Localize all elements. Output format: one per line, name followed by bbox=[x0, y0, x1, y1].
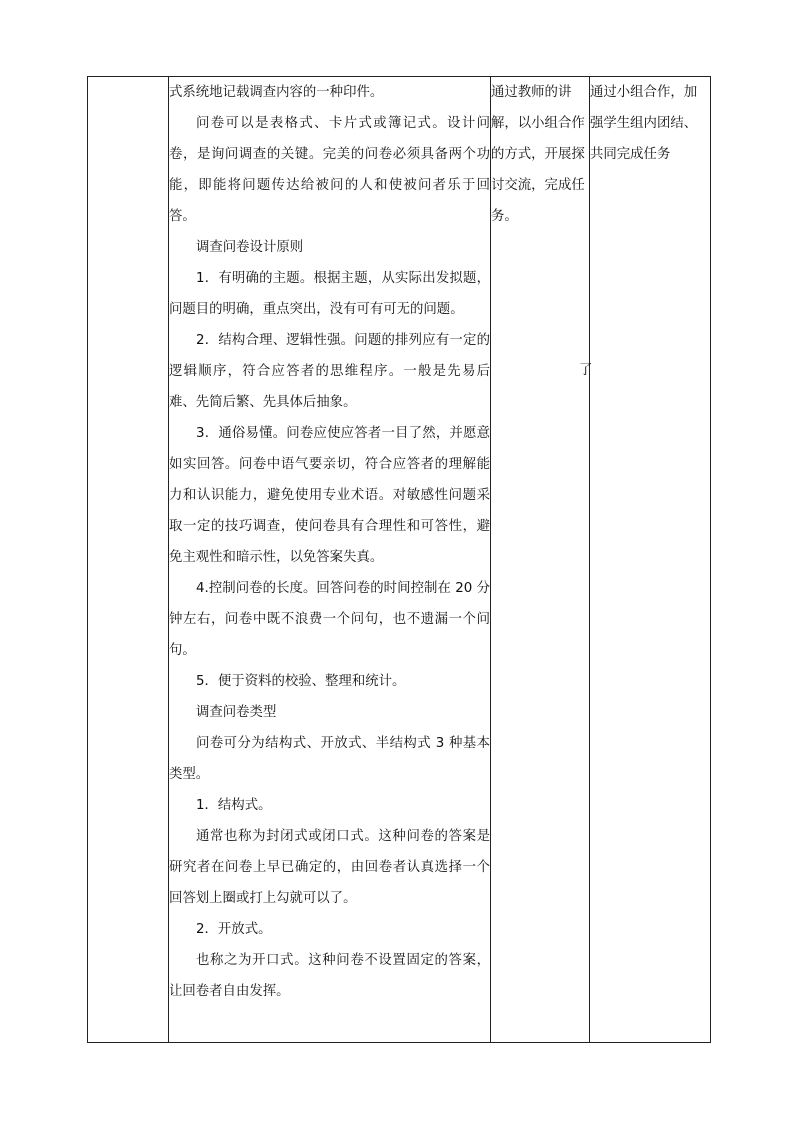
section-heading: 调查问卷设计原则 bbox=[196, 240, 304, 255]
paragraph: 1．有明确的主题。根据主题，从实际出发拟题，问题目的明确，重点突出，没有可有可无的问题。 bbox=[169, 271, 490, 317]
paragraph: 2．开放式。 bbox=[196, 922, 272, 937]
design-intent-text: 通过小组合作，加强学生组内团结、共同完成任务 bbox=[590, 85, 698, 162]
paragraph: 问卷可分为结构式、开放式、半结构式 3 种基本类型。 bbox=[169, 736, 490, 782]
paragraph: 通常也称为封闭式或闭口式。这种问卷的答案是研究者在问卷上早已确定的，由回卷者认真选择一个回答划上圈或打上勾就可以了。 bbox=[169, 829, 490, 906]
section-heading: 调查问卷类型 bbox=[196, 705, 277, 720]
paragraph: 3．通俗易懂。问卷应使应答者一目了然，并愿意如实回答。问卷中语气要亲切，符合应答者的理解能力和认识能力，避免使用专业术语。对敏感性问题采取一定的技巧调查，使问卷具有合理性和可答性，避免主观性和暗示性，以免答案失真。 bbox=[169, 426, 490, 565]
paragraph: 式系统地记载调查内容的一种印件。 bbox=[169, 85, 384, 100]
table-row bbox=[88, 77, 711, 1043]
student-activity-text: 通过教师的讲解，以小组合作的方式，开展探讨交流，完成任务。 bbox=[491, 85, 585, 224]
student-activity-cell bbox=[491, 77, 593, 1043]
design-intent-cell bbox=[590, 77, 711, 1043]
lesson-plan-table bbox=[87, 76, 711, 1043]
paragraph: 也称之为开口式。这种问卷不设置固定的答案，让回卷者自由发挥。 bbox=[169, 953, 490, 999]
empty-label-cell bbox=[88, 77, 169, 1043]
paragraph: 4.控制问卷的长度。回答问卷的时间控制在 20 分钟左右，问卷中既不浪费一个问句，也不遗漏一个问句。 bbox=[169, 581, 490, 658]
content-cell bbox=[169, 77, 491, 1043]
paragraph: 5．便于资料的校验、整理和统计。 bbox=[196, 674, 406, 689]
paragraph: 2．结构合理、逻辑性强。问题的排列应有一定的逻辑顺序，符合应答者的思维程序。一般是先易后难、先简后繁、先具体后抽象。 bbox=[169, 333, 490, 410]
paragraph: 问卷可以是表格式、卡片式或簿记式。设计问卷，是询问调查的关键。完美的问卷必须具备两个功能，即能将问题传达给被问的人和使被问者乐于回答。 bbox=[169, 116, 490, 224]
stray-character: 了 bbox=[579, 363, 593, 378]
paragraph: 1．结构式。 bbox=[196, 798, 272, 813]
